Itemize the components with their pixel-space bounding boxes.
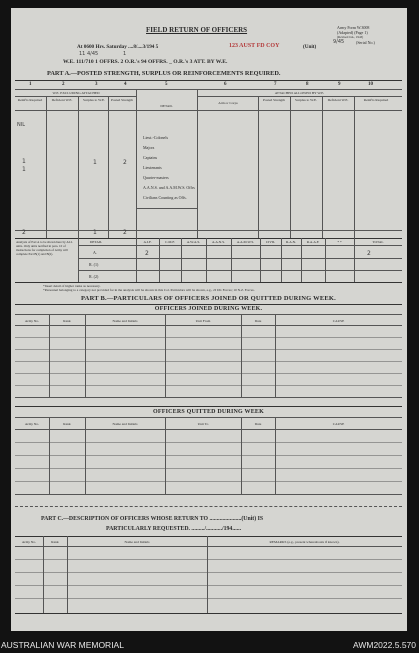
quitted-head-rank: Rank xyxy=(63,422,71,426)
joined-head-date: Date xyxy=(254,319,262,323)
joined-head-cause: CAUSE xyxy=(332,319,345,323)
analysis-head-aamws: A.A.M.W.S. xyxy=(236,240,255,244)
analysis-head-detail: DETAIL xyxy=(89,240,103,244)
footer-accession-number: AWM2022.5.570 xyxy=(353,640,416,650)
analysis-head-cmf: C.M.F. xyxy=(165,240,175,244)
serial-label: (Serial No.) xyxy=(356,40,375,45)
col-number-8: 8 xyxy=(306,82,309,87)
detail-civilians: Civilians Counting as Offs. xyxy=(143,195,187,200)
quitted-heading: OFFICERS QUITTED DURING WEEK xyxy=(152,409,264,415)
col-head-att-reinf: Reinf'ts Required xyxy=(363,98,389,102)
analysis-row-a: A. xyxy=(93,250,97,255)
army-form-revised: (Revised Jan., 1943) xyxy=(337,35,364,39)
hw-col1-captains: 1 xyxy=(22,158,26,165)
col-number-3: 3 xyxy=(95,82,98,87)
detail-majors: Majors xyxy=(143,145,155,150)
c-head-remarks: REMARKS (e.g., present whereabouts if known). xyxy=(269,540,340,544)
quitted-head-name: Name and Initials xyxy=(112,422,138,426)
joined-head-name: Name and Initials xyxy=(112,319,138,323)
analysis-head-aif: A.I.F. xyxy=(143,240,152,244)
col-head-arm-corps: Arm or Corps xyxy=(218,101,238,105)
detail-aans: A.A.N.S. and A.A.M.W.S. Offrs xyxy=(143,185,195,190)
col-number-2: 2 xyxy=(62,82,65,87)
detail-lieutenants: Lieutenants xyxy=(143,165,162,170)
analysis-note: Analysis of Part A to be shown here by ALL units. Only units notified in para. 10 of instructions for completion of Army will complete Part B(1) and B(2). xyxy=(16,240,73,256)
detail-captains: Captains xyxy=(143,155,157,160)
detail-lt-colonels: Lieut.-Colonels xyxy=(143,135,168,140)
footnote-1: *Insert detail of higher ranks as necessary. xyxy=(43,284,101,288)
analysis-head-total: TOTAL xyxy=(372,240,384,244)
analysis-head-awas: A.W.A.S. xyxy=(186,240,201,244)
col-number-9: 9 xyxy=(338,82,341,87)
quitted-head-cause: CAUSE xyxy=(332,422,345,426)
attached-allowed: ATTACHED ALLOWED BY W.E. xyxy=(274,91,325,95)
analysis-head-ran: R.A.N. xyxy=(285,240,296,244)
hw-col4-total: 2 xyxy=(123,229,127,236)
hw-col3-total: 1 xyxy=(93,229,97,236)
hw-analysis-aif: 2 xyxy=(145,250,149,257)
part-c-heading-2: PARTICULARLY REQUESTED. ........./.........../194...... xyxy=(106,526,242,532)
hw-analysis-total: 2 xyxy=(367,250,371,257)
hw-nil: NIL xyxy=(17,122,26,128)
footnote-2: *Personnel belonging to a category not provided for in the analysis will be shown in this Col. Particulars will be shown, e.g., 2I UK Forces; 10 N.Z. Forces. xyxy=(43,288,255,292)
analysis-row-r2: R. (2) xyxy=(89,274,99,279)
joined-head-unit-from: Unit From xyxy=(195,319,211,323)
col-number-10: 10 xyxy=(368,82,373,87)
we-excluding-attached: W.E. EXCLUDING ATTACHED xyxy=(52,91,100,95)
col-head-att-posted: Posted Strength xyxy=(262,98,286,102)
part-a-heading: PART A.—POSTED STRENGTH, SURPLUS OR REINFORCEMENTS REQUIRED. xyxy=(47,70,281,77)
analysis-head-other: * * xyxy=(337,240,342,244)
form-page xyxy=(11,8,407,631)
col-head-deficient-we: Deficient W.E. xyxy=(51,98,73,102)
quitted-head-date: Date xyxy=(254,422,262,426)
col-number-5: 5 xyxy=(165,82,168,87)
col-head-detail: DETAIL xyxy=(160,104,173,108)
c-head-name: Name and Initials xyxy=(124,540,150,544)
c-head-army-no: Army No. xyxy=(21,540,37,544)
form-title: FIELD RETURN OF OFFICERS xyxy=(146,26,248,34)
joined-heading: OFFICERS JOINED DURING WEEK. xyxy=(154,306,263,312)
quitted-head-army-no: Army No. xyxy=(24,422,40,426)
col-head-surplus-we: Surplus to W.E. xyxy=(83,98,105,102)
col-number-1: 1 xyxy=(29,82,32,87)
hw-col1-total: 2 xyxy=(22,229,26,236)
col-head-posted-strength: Posted Strength xyxy=(110,98,134,102)
joined-head-army-no: Army No. xyxy=(24,319,40,323)
col-number-6: 6 xyxy=(224,82,227,87)
col-number-7: 7 xyxy=(274,82,277,87)
serial-value: 9/45 xyxy=(333,39,345,45)
col-head-att-surplus: Surplus to W.E. xyxy=(295,98,317,102)
unit-label: (Unit) xyxy=(303,44,317,50)
c-head-rank: Rank xyxy=(51,540,59,544)
col-head-reinf-required: Reinf'ts Required xyxy=(17,98,43,102)
we-line: W.E. 111/710 1 OFFRS. 2 O.R.'s 94 OFFRS. _ O.R.'s 3 ATT. BY W.E. xyxy=(63,59,228,65)
analysis-head-raaf: R.A.A.F. xyxy=(306,240,320,244)
footer-credit: AUSTRALIAN WAR MEMORIAL xyxy=(1,640,124,650)
analysis-head-civil: CIVIL xyxy=(265,240,276,244)
hw-col3-captains: 1 xyxy=(93,159,97,166)
col-head-att-deficient: Deficient W.E. xyxy=(327,98,349,102)
analysis-row-r1: R. (1) xyxy=(89,262,99,267)
army-form-number: Army Form W.3008 xyxy=(337,25,370,30)
joined-head-rank: Rank xyxy=(63,319,71,323)
quitted-head-unit-to: Unit To xyxy=(197,422,209,426)
unit-stamp: 123 AUST FD COY xyxy=(229,43,280,49)
hw-col4-captains: 2 xyxy=(123,159,127,166)
army-form-adapted: (Adapted) (Page 1) xyxy=(337,30,368,35)
analysis-head-aans: A.A.N.S. xyxy=(211,240,226,244)
col-number-4: 4 xyxy=(124,82,127,87)
part-c-heading-1: PART C.—DESCRIPTION OF OFFICERS WHOSE RETURN TO ......................(Unit) IS xyxy=(41,516,264,522)
at-line: At 0600 Hrs. Saturday ....8/....3/194 5 xyxy=(77,44,159,50)
part-b-heading: PART B.—PARTICULARS OF OFFICERS JOINED OR QUITTED DURING WEEK. xyxy=(80,295,336,302)
handwritten-date: 11 4/45 xyxy=(79,51,99,57)
handwritten-day: 1 xyxy=(123,51,127,57)
detail-quartermasters: Quarter-masters xyxy=(143,175,169,180)
hw-col1-lieutenants: 1 xyxy=(22,166,26,173)
